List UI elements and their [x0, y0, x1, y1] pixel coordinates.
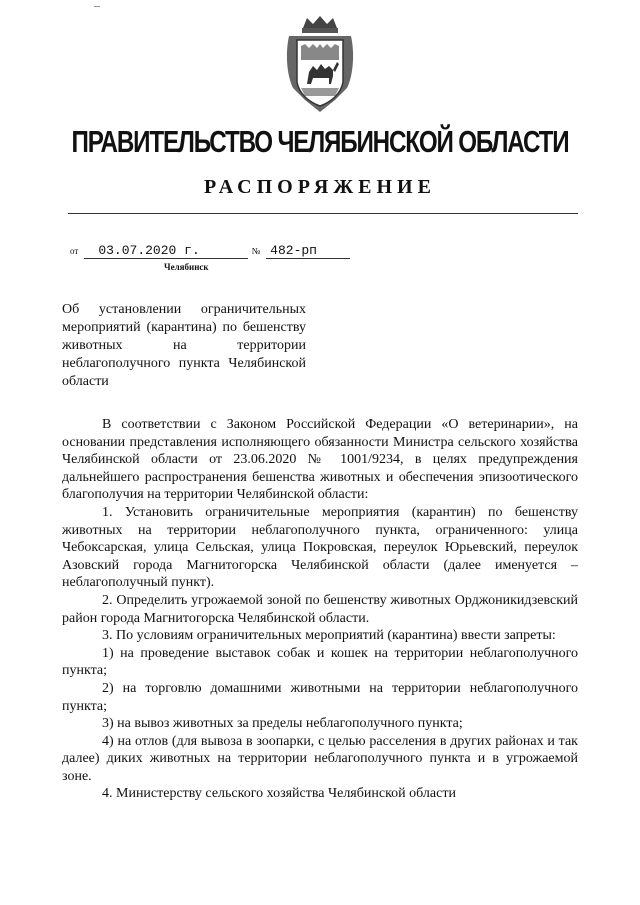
paragraph: В соответствии с Законом Российской Федерации «О ветеринарии», на основании представления исполняющего обязанности Министра сельского хозяйства Челябинской области от 23.06.2020 № 1001/9234, в целях предупреждения дальнейшего распространения бешенства животных и обеспечения эпизоотического благополучия на территории Челябинской области: — [62, 417, 578, 503]
coat-of-arms-emblem — [283, 14, 357, 118]
document-type: РАСПОРЯЖЕНИЕ — [204, 176, 436, 198]
document-meta — [70, 242, 350, 259]
scan-mark — [94, 6, 100, 7]
paragraph: 4) на отлов (для вывоза в зоопарки, с целью расселения в других районах и так далее) диких животных на территории неблагополучного пункта и в угрожаемой зоне. — [62, 733, 578, 784]
document-number: 482-рп — [266, 243, 350, 259]
date-prefix: от — [70, 246, 79, 256]
government-title: ПРАВИТЕЛЬСТВО ЧЕЛЯБИНСКОЙ ОБЛАСТИ — [71, 124, 569, 159]
paragraph: 1. Установить ограничительные мероприятия (карантин) по бешенству животных на территории неблагополучного пункта, ограниченного: улица Чебоксарская, улица Сельская, улица Покровская, переулок Юрьевский, переулок Азовский города Магнитогорска Челябинской области (далее именуется – неблагополучный пункт). — [62, 504, 578, 591]
city-label: Челябинск — [164, 262, 209, 272]
paragraph: 3. По условиям ограничительных мероприятий (карантина) ввести запреты: — [102, 628, 556, 644]
paragraph: 3) на вывоз животных за пределы неблагополучного пункта; — [102, 716, 463, 732]
document-date: 03.07.2020 г. — [84, 243, 248, 259]
paragraph: 2. Определить угрожаемой зоной по бешенству животных Орджоникидзевский район города Магнитогорска Челябинской области. — [62, 592, 578, 626]
paragraph: 4. Министерству сельского хозяйства Челябинской области — [102, 786, 456, 802]
document-body — [62, 416, 578, 803]
document-subject: Об установлении ограничительных мероприятий (карантина) по бешенству животных на территории неблагополучного пункта Челябинской области — [62, 302, 306, 389]
paragraph: 1) на проведение выставок собак и кошек на территории неблагополучного пункта; — [62, 645, 578, 679]
header-divider — [68, 213, 578, 214]
paragraph: 2) на торговлю домашними животными на территории неблагополучного пункта; — [62, 680, 578, 714]
number-prefix: № — [251, 246, 261, 256]
